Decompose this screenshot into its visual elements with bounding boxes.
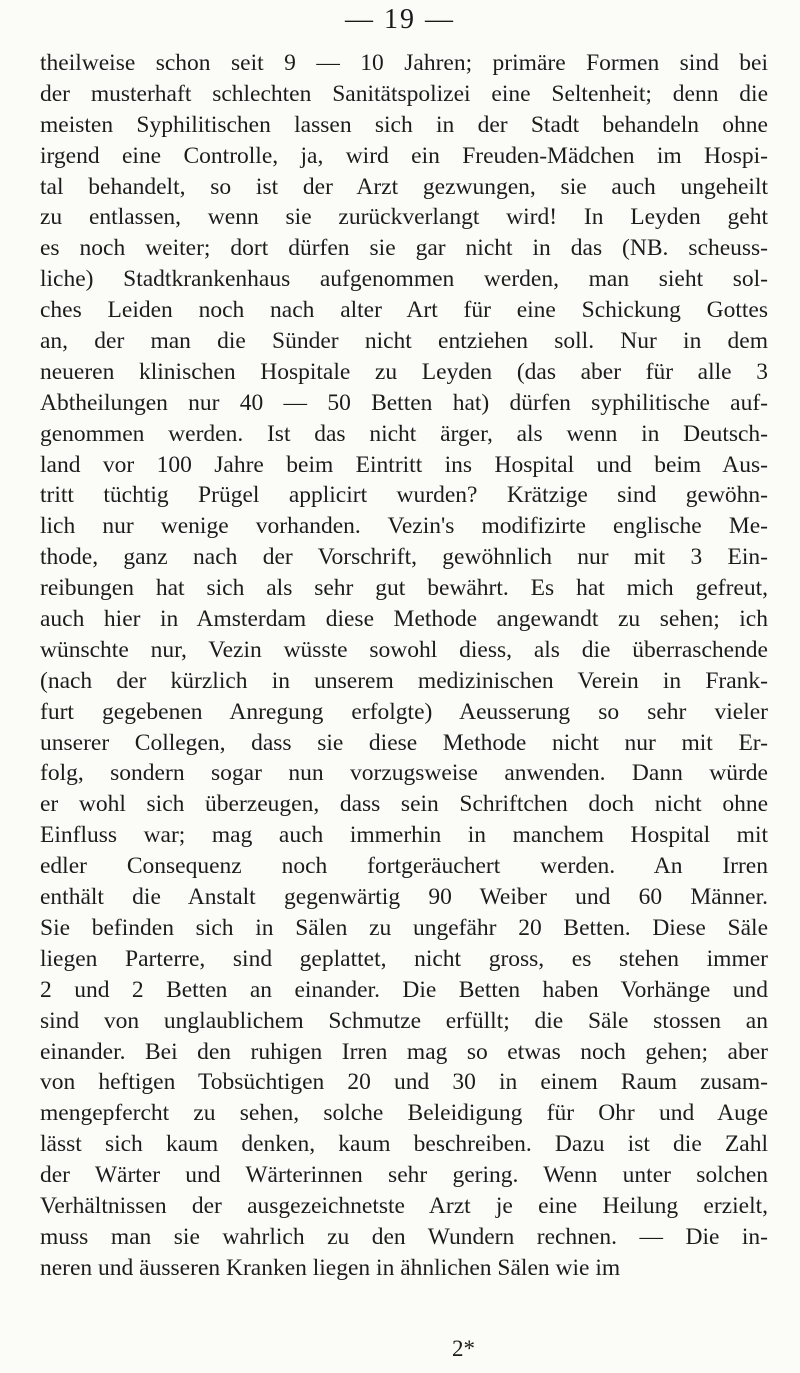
text-line: sind von unglaublichem Schmutze erfüllt; die Säle stossen an — [40, 1007, 768, 1034]
text-line: neueren klinischen Hospitale zu Leyden (das aber für alle 3 — [40, 358, 768, 385]
text-line: edler Consequenz noch fortgeräuchert werden. An Irren — [40, 853, 768, 880]
text-line: muss man sie wahrlich zu den Wundern rechnen. — Die in- — [40, 1223, 768, 1250]
text-line: der Wärter und Wärterinnen sehr gering. Wenn unter solchen — [40, 1162, 768, 1189]
text-line: furt gegebenen Anregung erfolgte) Aeusserung so sehr vieler — [40, 698, 768, 725]
text-line: folg, sondern sogar nun vorzugsweise anwenden. Dann würde — [40, 760, 768, 787]
text-line: genommen werden. Ist das nicht ärger, als wenn in Deutsch- — [40, 420, 768, 447]
text-line: reibungen hat sich als sehr gut bewährt. Es hat mich gefreut, — [40, 575, 768, 602]
text-line: es noch weiter; dort dürfen sie gar nicht in das (NB. scheuss- — [40, 235, 768, 262]
text-line: meisten Syphilitischen lassen sich in der Stadt behandeln ohne — [40, 111, 768, 138]
text-line: (nach der kürzlich in unserem medizinischen Verein in Frank- — [40, 667, 768, 694]
text-line: Einfluss war; mag auch immerhin in manchem Hospital mit — [40, 822, 768, 849]
text-line: ches Leiden noch nach alter Art für eine Schickung Gottes — [40, 297, 768, 324]
text-line: Abtheilungen nur 40 — 50 Betten hat) dürfen syphilitische auf- — [40, 389, 768, 416]
text-line: lich nur wenige vorhanden. Vezin's modifizirte englische Me- — [40, 513, 768, 540]
text-line: Sie befinden sich in Sälen zu ungefähr 20 Betten. Diese Säle — [40, 914, 768, 941]
text-line: theilweise schon seit 9 — 10 Jahren; primäre Formen sind bei — [40, 50, 768, 76]
text-line: wünschte nur, Vezin wüsste sowohl diess, als die überraschende — [40, 636, 768, 663]
text-line: auch hier in Amsterdam diese Methode angewandt zu sehen; ich — [40, 606, 768, 633]
text-line: an, der man die Sünder nicht entziehen soll. Nur in dem — [40, 328, 768, 355]
text-line: zu entlassen, wenn sie zurückverlangt wird! In Leyden geht — [40, 204, 768, 231]
text-line: enthält die Anstalt gegenwärtig 90 Weiber und 60 Männer. — [40, 884, 768, 911]
text-line: 2 und 2 Betten an einander. Die Betten haben Vorhänge und — [40, 976, 768, 1003]
text-line: liche) Stadtkrankenhaus aufgenommen werden, man sieht sol- — [40, 266, 768, 293]
signature-mark: 2* — [452, 1336, 475, 1361]
text-line: von heftigen Tobsüchtigen 20 und 30 in einem Raum zusam- — [40, 1069, 768, 1096]
text-line: mengepfercht zu sehen, solche Beleidigung für Ohr und Auge — [40, 1100, 768, 1127]
text-line: land vor 100 Jahre beim Eintritt ins Hospital und beim Aus- — [40, 451, 768, 478]
text-line: Verhältnissen der ausgezeichnetste Arzt je eine Heilung erzielt, — [40, 1192, 768, 1219]
body-text — [40, 48, 768, 1284]
text-line: der musterhaft schlechten Sanitätspolizei eine Seltenheit; denn die — [40, 80, 768, 107]
text-line: er wohl sich überzeugen, dass sein Schriftchen doch nicht ohne — [40, 791, 768, 818]
text-line: irgend eine Controlle, ja, wird ein Freuden-Mädchen im Hospi- — [40, 142, 768, 169]
page-number: — 19 — — [345, 4, 455, 35]
text-line: tal behandelt, so ist der Arzt gezwungen, sie auch ungeheilt — [40, 173, 768, 200]
text-line: einander. Bei den ruhigen Irren mag so etwas noch gehen; aber — [40, 1038, 768, 1065]
text-line: lässt sich kaum denken, kaum beschreiben. Dazu ist die Zahl — [40, 1131, 768, 1158]
text-line: thode, ganz nach der Vorschrift, gewöhnlich nur mit 3 Ein- — [40, 544, 768, 571]
text-line: unserer Collegen, dass sie diese Methode nicht nur mit Er- — [40, 729, 768, 756]
text-line: liegen Parterre, sind geplattet, nicht gross, es stehen immer — [40, 945, 768, 972]
text-line: neren und äusseren Kranken liegen in ähnlichen Sälen wie im — [40, 1254, 621, 1281]
text-line: tritt tüchtig Prügel applicirt wurden? Krätzige sind gewöhn- — [40, 482, 768, 509]
